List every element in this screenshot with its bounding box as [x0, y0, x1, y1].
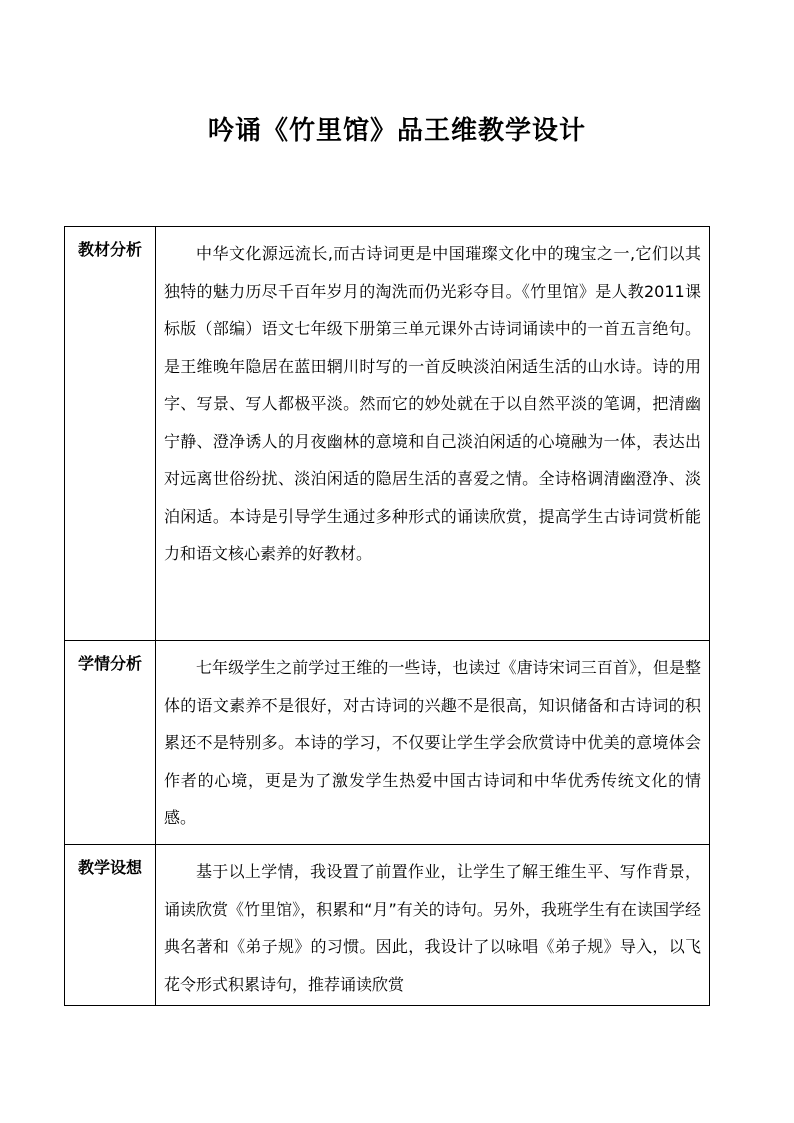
row-label-textbook-analysis: 教材分析 — [65, 227, 156, 641]
row-label-teaching-concept: 教学设想 — [65, 845, 156, 1006]
table-row-student-analysis — [65, 641, 710, 845]
row-content-textbook-analysis — [156, 227, 710, 641]
table-row-teaching-concept — [65, 845, 710, 1006]
table-row-textbook-analysis — [65, 227, 710, 641]
teaching-concept-text: 基于以上学情，我设置了前置作业，让学生了解王维生平、写作背景，诵读欣赏《竹里馆》，积累和“月”有关的诗句。另外，我班学生有在读国学经典名著和《弟子规》的习惯。因此，我设计了以咏唱《弟子规》导入，以飞花令形式积累诗句，推荐诵读欣赏 — [164, 862, 701, 994]
lesson-plan-table — [64, 226, 710, 1006]
textbook-analysis-text: 中华文化源远流长,而古诗词更是中国璀璨文化中的瑰宝之一,它们以其独特的魅力历尽千百年岁月的淘洗而仍光彩夺目。《竹里馆》是人教2011课标版（部编）语文七年级下册第三单元课外古诗词诵读中的一首五言绝句。是王维晚年隐居在蓝田辋川时写的一首反映淡泊闲适生活的山水诗。诗的用字、写景、写人都极平淡。然而它的妙处就在于以自然平淡的笔调，把清幽宁静、澄净诱人的月夜幽林的意境和自己淡泊闲适的心境融为一体，表达出对远离世俗纷扰、淡泊闲适的隐居生活的喜爱之情。全诗格调清幽澄净、淡泊闲适。本诗是引导学生通过多种形式的诵读欣赏，提高学生古诗词赏析能力和语文核心素养的好教材。 — [164, 244, 701, 563]
student-analysis-text: 七年级学生之前学过王维的一些诗，也读过《唐诗宋词三百首》，但是整体的语文素养不是很好，对古诗词的兴趣不是很高，知识储备和古诗词的积累还不是特别多。本诗的学习，不仅要让学生学会欣赏诗中优美的意境体会作者的心境，更是为了激发学生热爱中国古诗词和中华优秀传统文化的情感。 — [164, 658, 701, 827]
document-title: 吟诵《竹里馆》品王维教学设计 — [207, 116, 586, 146]
row-content-teaching-concept — [156, 845, 710, 1006]
row-label-student-analysis: 学情分析 — [65, 641, 156, 845]
row-content-student-analysis — [156, 641, 710, 845]
